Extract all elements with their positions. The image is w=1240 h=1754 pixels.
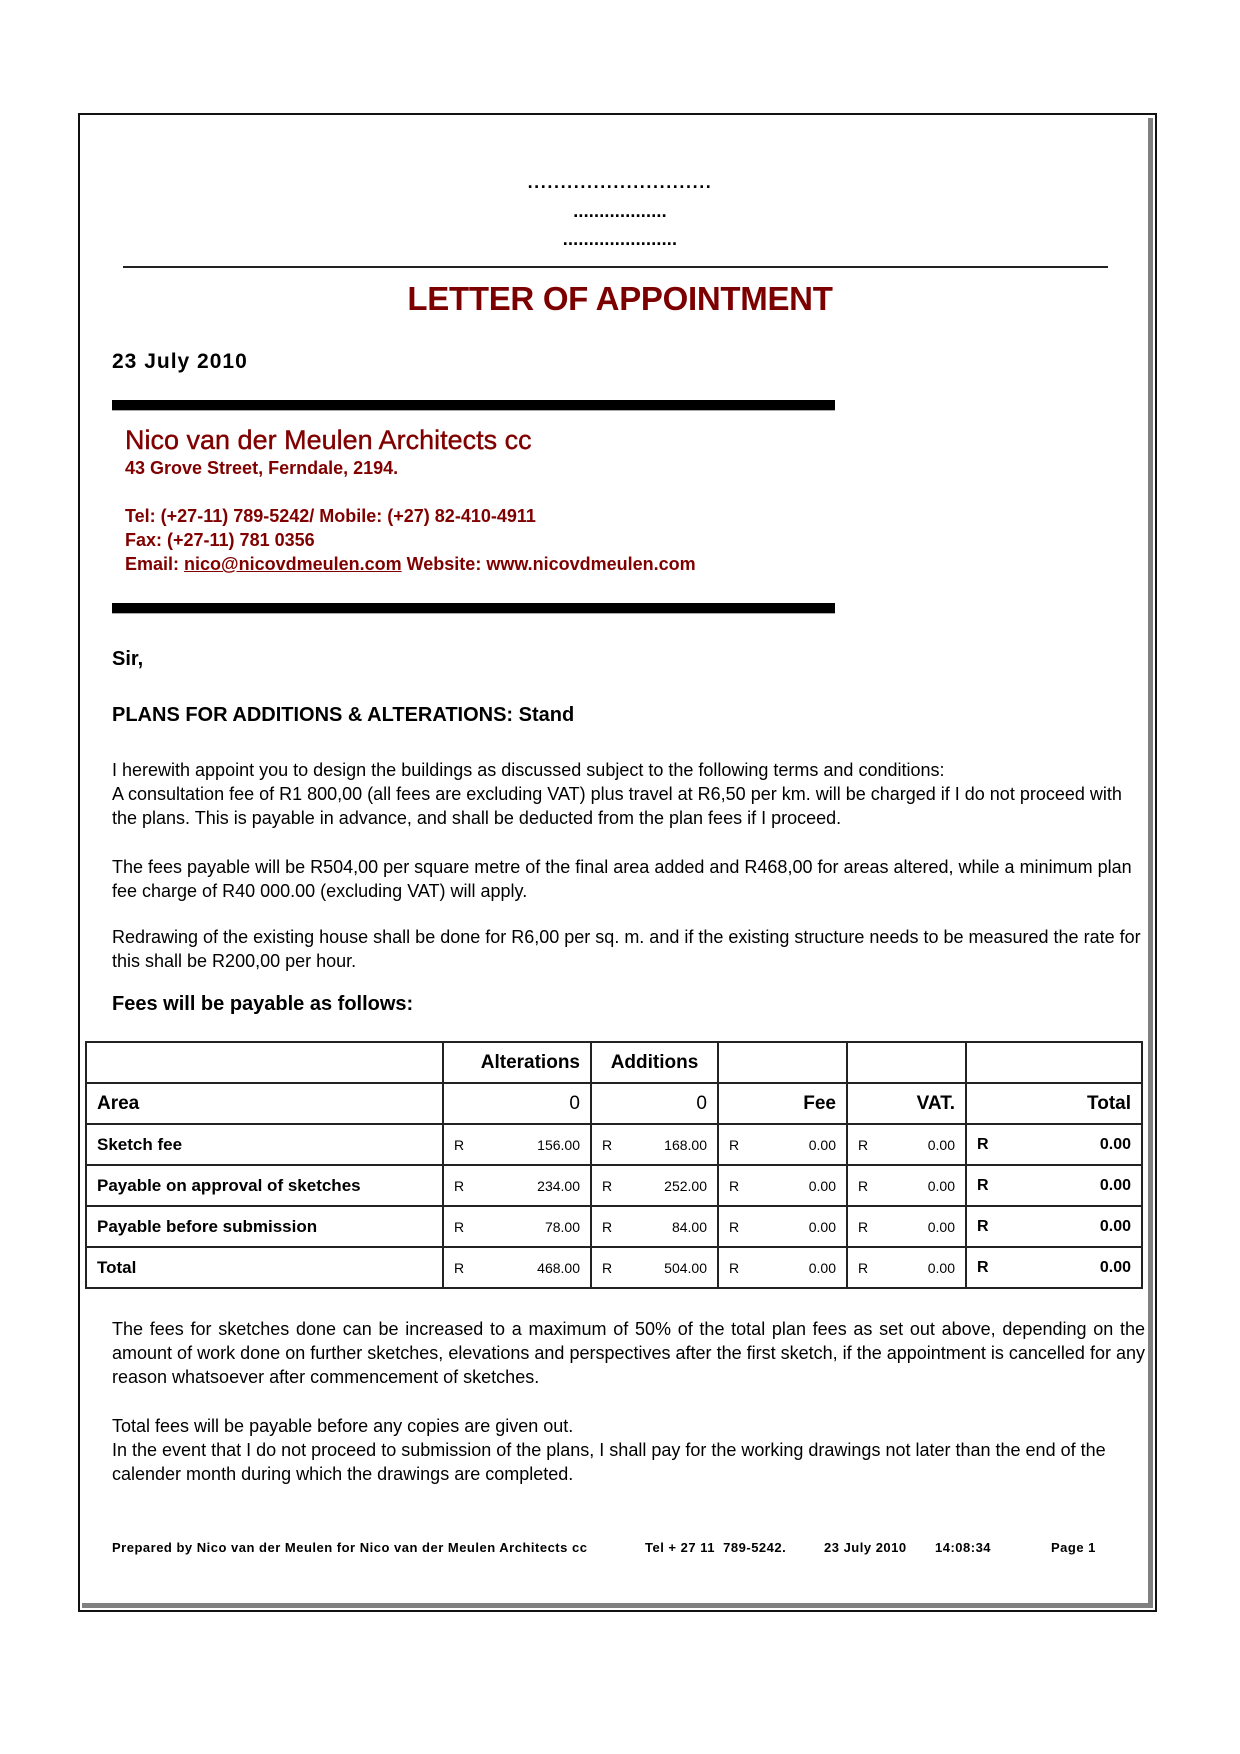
table-row xyxy=(86,1124,1142,1165)
table-header-row xyxy=(86,1042,1142,1083)
amount-additions xyxy=(602,1260,707,1276)
cell-fee xyxy=(718,1165,847,1206)
recipient-placeholder-line-1: ............................ xyxy=(527,172,713,192)
header-additions: Additions xyxy=(591,1042,718,1083)
currency-symbol: R xyxy=(729,1177,740,1194)
currency-symbol: R xyxy=(454,1259,465,1276)
cell-additions xyxy=(591,1206,718,1247)
amount-alterations xyxy=(454,1178,580,1194)
amount-value: 0.00 xyxy=(808,1259,836,1276)
amount-total xyxy=(977,1218,1131,1236)
currency-symbol: R xyxy=(602,1259,613,1276)
currency-symbol: R xyxy=(454,1218,465,1235)
recipient-placeholder-line-2: .................. xyxy=(573,201,667,221)
amount-value: 84.00 xyxy=(671,1218,707,1235)
table-row-area xyxy=(86,1083,1142,1124)
row-label: Sketch fee xyxy=(86,1124,443,1165)
currency-symbol: R xyxy=(977,1176,989,1194)
cell-total xyxy=(966,1247,1142,1288)
currency-symbol: R xyxy=(729,1218,740,1235)
currency-symbol: R xyxy=(858,1218,869,1235)
footer-time: 14:08:34 xyxy=(935,1540,992,1555)
company-letterhead xyxy=(125,424,696,576)
website-text: www.nicovdmeulen.com xyxy=(486,554,696,574)
table-row xyxy=(86,1247,1142,1288)
currency-symbol: R xyxy=(729,1136,740,1153)
amount-total xyxy=(977,1177,1131,1195)
letterhead-bar-bottom xyxy=(112,603,835,613)
amount-value: 0.00 xyxy=(1099,1176,1131,1194)
amount-total xyxy=(977,1259,1131,1277)
footer-prepared-by: Prepared by Nico van der Meulen for Nico van der Meulen Architects cc xyxy=(112,1540,588,1555)
footer-date: 23 July 2010 xyxy=(824,1540,907,1555)
currency-symbol: R xyxy=(729,1259,740,1276)
amount-fee xyxy=(729,1178,836,1194)
currency-symbol: R xyxy=(977,1258,989,1276)
amount-additions xyxy=(602,1137,707,1153)
fee-table xyxy=(85,1041,1143,1289)
paragraph-redrawing-text: Redrawing of the existing house shall be done for R6,00 per sq. m. and if the existing structure needs to be measured the rate for this shall be R200,00 per hour. xyxy=(112,927,1141,971)
fees-heading-text: Fees will be payable as follows: xyxy=(112,993,414,1015)
amount-value: 0.00 xyxy=(1099,1217,1131,1235)
company-address: 43 Grove Street, Ferndale, 2194. xyxy=(125,458,399,478)
table-row xyxy=(86,1206,1142,1247)
amount-value: 0.00 xyxy=(1099,1135,1131,1153)
header-cell-blank xyxy=(966,1042,1142,1083)
currency-symbol: R xyxy=(977,1217,989,1235)
amount-value: 0.00 xyxy=(808,1218,836,1235)
amount-value: 168.00 xyxy=(664,1136,707,1153)
amount-vat xyxy=(858,1219,955,1235)
currency-symbol: R xyxy=(977,1135,989,1153)
area-alterations: 0 xyxy=(443,1083,591,1124)
fees-heading xyxy=(112,992,1145,1016)
column-label-fee: Fee xyxy=(718,1083,847,1124)
website-label: Website: xyxy=(401,554,487,574)
paragraph-sketch-increase xyxy=(112,1317,1145,1389)
paragraph-consultation-fee: A consultation fee of R1 800,00 (all fees are excluding VAT) plus travel at R6,50 per km. will be charged if I do not proceed with the plans. This is payable in advance, and shall be deducted from the plan fees if I proceed. xyxy=(112,784,1122,828)
amount-value: 0.00 xyxy=(808,1177,836,1194)
paragraph-payment-terms-line-1: Total fees will be payable before any copies are given out. xyxy=(112,1416,574,1436)
amount-value: 0.00 xyxy=(927,1259,955,1276)
cell-vat xyxy=(847,1165,966,1206)
currency-symbol: R xyxy=(858,1177,869,1194)
cell-vat xyxy=(847,1124,966,1165)
paragraph-terms xyxy=(112,758,1145,830)
paragraph-fees-text: The fees payable will be R504,00 per square metre of the final area added and R468,00 for areas altered, while a minimum plan fee charge of R40 000.00 (excluding VAT) will apply. xyxy=(112,857,1132,901)
paragraph-terms-intro: I herewith appoint you to design the buildings as discussed subject to the following terms and conditions: xyxy=(112,760,945,780)
amount-alterations xyxy=(454,1219,580,1235)
column-label-total: Total xyxy=(966,1083,1142,1124)
company-tel: Tel: (+27-11) 789-5242/ Mobile: (+27) 82-410-4911 xyxy=(125,506,536,526)
area-additions: 0 xyxy=(591,1083,718,1124)
amount-value: 252.00 xyxy=(664,1177,707,1194)
amount-additions xyxy=(602,1178,707,1194)
row-label: Total xyxy=(86,1247,443,1288)
amount-value: 156.00 xyxy=(537,1136,580,1153)
table-row xyxy=(86,1165,1142,1206)
amount-fee xyxy=(729,1219,836,1235)
cell-additions xyxy=(591,1247,718,1288)
cell-fee xyxy=(718,1206,847,1247)
cell-alterations xyxy=(443,1165,591,1206)
email-label: Email: xyxy=(125,554,185,574)
amount-additions xyxy=(602,1219,707,1235)
amount-fee xyxy=(729,1260,836,1276)
amount-value: 0.00 xyxy=(808,1136,836,1153)
paragraph-redrawing xyxy=(112,925,1145,973)
currency-symbol: R xyxy=(454,1136,465,1153)
amount-value: 78.00 xyxy=(544,1218,580,1235)
subject-text: PLANS FOR ADDITIONS & ALTERATIONS: Stand xyxy=(112,704,575,726)
footer-tel: Tel + 27 11 789-5242. xyxy=(645,1540,787,1555)
amount-value: 0.00 xyxy=(927,1218,955,1235)
letterhead-bar-top xyxy=(112,400,835,410)
amount-value: 0.00 xyxy=(927,1177,955,1194)
header-cell-blank xyxy=(718,1042,847,1083)
document-title: LETTER OF APPOINTMENT xyxy=(407,280,833,317)
amount-vat xyxy=(858,1178,955,1194)
currency-symbol: R xyxy=(858,1259,869,1276)
cell-total xyxy=(966,1206,1142,1247)
amount-value: 0.00 xyxy=(927,1136,955,1153)
currency-symbol: R xyxy=(858,1136,869,1153)
amount-value: 0.00 xyxy=(1099,1258,1131,1276)
cell-alterations xyxy=(443,1124,591,1165)
amount-value: 504.00 xyxy=(664,1259,707,1276)
header-alterations: Alterations xyxy=(443,1042,591,1083)
paragraph-fees xyxy=(112,855,1145,903)
currency-symbol: R xyxy=(602,1136,613,1153)
paragraph-sketch-increase-text: The fees for sketches done can be increased to a maximum of 50% of the total plan fees as set out above, depending on the amount of work done on further sketches, elevations and perspectives after the first sketch, if the appointment is cancelled for any reason whatsoever after commencement of sketches. xyxy=(112,1319,1145,1387)
header-cell-blank xyxy=(847,1042,966,1083)
recipient-placeholder-line-3: ...................... xyxy=(562,229,678,249)
cell-total xyxy=(966,1124,1142,1165)
currency-symbol: R xyxy=(602,1218,613,1235)
amount-vat xyxy=(858,1137,955,1153)
amount-value: 234.00 xyxy=(537,1177,580,1194)
cell-alterations xyxy=(443,1206,591,1247)
row-label: Payable before submission xyxy=(86,1206,443,1247)
column-label-vat: VAT. xyxy=(847,1083,966,1124)
header-cell-blank xyxy=(86,1042,443,1083)
cell-vat xyxy=(847,1206,966,1247)
header-divider xyxy=(123,266,1108,268)
row-label: Area xyxy=(86,1083,443,1124)
cell-additions xyxy=(591,1124,718,1165)
amount-vat xyxy=(858,1260,955,1276)
subject xyxy=(112,703,1145,727)
email-link[interactable]: nico@nicovdmeulen.com xyxy=(184,554,402,574)
cell-fee xyxy=(718,1247,847,1288)
paragraph-payment-terms-line-2: In the event that I do not proceed to submission of the plans, I shall pay for the working drawings not later than the end of the calender month during which the drawings are completed. xyxy=(112,1440,1106,1484)
page-frame-shadow-bottom xyxy=(82,1603,1153,1608)
amount-alterations xyxy=(454,1260,580,1276)
footer-page-number: Page 1 xyxy=(1051,1540,1096,1555)
amount-value: 468.00 xyxy=(537,1259,580,1276)
amount-alterations xyxy=(454,1137,580,1153)
amount-fee xyxy=(729,1137,836,1153)
cell-vat xyxy=(847,1247,966,1288)
company-name: Nico van der Meulen Architects cc xyxy=(125,425,532,455)
salutation-text: Sir, xyxy=(112,648,144,670)
currency-symbol: R xyxy=(454,1177,465,1194)
salutation xyxy=(112,647,1145,671)
currency-symbol: R xyxy=(602,1177,613,1194)
cell-additions xyxy=(591,1165,718,1206)
company-contact-line xyxy=(125,552,696,576)
amount-total xyxy=(977,1136,1131,1154)
paragraph-payment-terms xyxy=(112,1414,1145,1486)
cell-fee xyxy=(718,1124,847,1165)
company-fax: Fax: (+27-11) 781 0356 xyxy=(125,530,315,550)
cell-alterations xyxy=(443,1247,591,1288)
page-frame-shadow-right xyxy=(1148,118,1153,1608)
cell-total xyxy=(966,1165,1142,1206)
row-label: Payable on approval of sketches xyxy=(86,1165,443,1206)
letter-date: 23 July 2010 xyxy=(112,350,248,373)
